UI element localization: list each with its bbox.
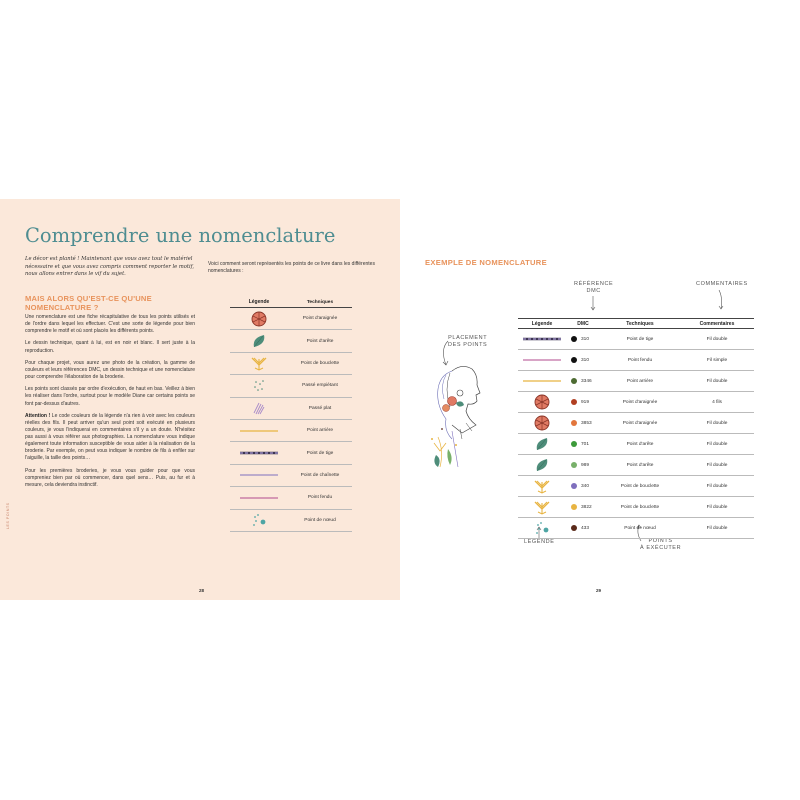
callout-placement: PLACEMENT DES POINTS: [448, 335, 488, 348]
comment-label: Fil double: [706, 336, 728, 342]
legend-technique-label: Point de chaînette: [300, 472, 340, 478]
legend-row: [230, 308, 352, 330]
comment-label: Fil double: [706, 441, 728, 447]
nomenclature-row: [518, 434, 754, 455]
dmc-code: 3346: [581, 378, 592, 384]
paragraph: Une nomenclature est une fiche récapitulative de tous les points utilisés et de l'ordre dans lequel les effectuer. C'est une sorte de légende pour bien comprendre le motif et où sont placés les différents points.: [25, 314, 195, 335]
nomenclature-row: [518, 518, 754, 539]
dmc-cell: [566, 357, 600, 363]
header-legend: Légende: [531, 320, 553, 327]
dmc-code: 310: [581, 336, 590, 342]
fly-stitch-icon: [518, 478, 566, 494]
closing-paragraph: Pour les premières broderies, je vous vous guider pour que vous compreniez bien par où commencer, dans quel sens… Puis, au fur et à mesure, cela deviendra instinctif.: [25, 467, 195, 488]
legend-row: [230, 420, 352, 442]
page-title: Comprendre une nomenclature: [25, 224, 336, 247]
body-text: [25, 314, 195, 494]
nomenclature-row: [518, 350, 754, 371]
thread-color-swatch: [571, 399, 577, 405]
comment-label: Fil simple: [706, 357, 728, 363]
dmc-cell: [566, 462, 600, 468]
dmc-cell: [566, 399, 600, 405]
chain-stitch-icon: [230, 472, 288, 478]
left-page: [0, 199, 400, 600]
callout-legend: LÉGENDE: [524, 539, 555, 545]
legend-row: [230, 510, 352, 532]
attention-text: Le code couleurs de la légende n'a rien à voir avec les couleurs réelles des fils. Il peut arriver qu'un seul point soit exécuté en plusieurs couleurs, je vous l'indiquerai en commentaires s'il y a un doute. N'hésitez pas aussi à vous référer aux photographies. La nomenclature vous indique également toute information susceptible de vous aider à la réalisation de la broderie. Par exemple, on peut vous indiquer le nombre de fils à enfiler sur l'aiguille, la taille des points…: [25, 412, 195, 462]
thread-color-swatch: [571, 525, 577, 531]
legend-technique-label: Passé plat: [308, 405, 332, 411]
arrow-down-icon: [590, 296, 596, 312]
spider-stitch-icon: [518, 415, 566, 431]
spider-stitch-icon: [230, 311, 288, 327]
legend-technique-label: Point de nœud: [304, 517, 336, 523]
legend-row: [230, 353, 352, 375]
legend-technique-label: Passé empiétant: [302, 383, 338, 389]
comment-label: Fil double: [706, 483, 728, 489]
technique-label: Point de nœud: [624, 525, 656, 531]
nomenclature-row: [518, 497, 754, 518]
thread-color-swatch: [571, 441, 577, 447]
split-stitch-icon: [230, 495, 288, 501]
technique-label: Point de bouclette: [620, 483, 660, 489]
dmc-cell: [566, 378, 600, 384]
dmc-cell: [566, 420, 600, 426]
nomenclature-row: [518, 413, 754, 434]
split-stitch-icon: [518, 357, 566, 363]
dmc-code: 3853: [581, 420, 592, 426]
spider-stitch-icon: [518, 394, 566, 410]
legend-table-header: [230, 297, 352, 308]
paragraph: Pour chaque projet, vous aurez une photo de la création, la gamme de couleurs et leurs références DMC, un dessin technique et une nomenclature pour comprendre l'élaboration de la broderie.: [25, 359, 195, 381]
page-number: 29: [596, 588, 602, 593]
legend-row: [230, 330, 352, 352]
nomenclature-table: [518, 318, 754, 539]
legend-technique-label: Point de tige: [306, 450, 334, 456]
attention-label: Attention !: [25, 412, 51, 419]
callout-dmc-reference: RÉFÉRENCE DMC: [574, 281, 614, 294]
nomenclature-row: [518, 371, 754, 392]
header-dmc: DMC: [577, 320, 589, 327]
thread-color-swatch: [571, 504, 577, 510]
right-page: [400, 199, 800, 600]
french-knot-icon: [518, 520, 566, 536]
nomenclature-row: [518, 476, 754, 497]
side-tab: LES POINTS: [6, 502, 10, 529]
example-title: EXEMPLE DE NOMENCLATURE: [425, 258, 547, 267]
dmc-code: 310: [581, 357, 590, 363]
header-legend: Légende: [248, 299, 270, 305]
dmc-code: 433: [581, 525, 590, 531]
comment-label: Fil double: [706, 525, 728, 531]
comment-label: Fil double: [706, 462, 728, 468]
french-knot-icon: [230, 512, 288, 528]
dmc-cell: [566, 525, 600, 531]
dmc-cell: [566, 483, 600, 489]
intro-text: Le décor est planté ! Maintenant que vous avez tout le matériel nécessaire et que vous avez compris comment reporter le motif, nous allons entrer dans le vif du sujet.: [25, 256, 195, 278]
dmc-cell: [566, 441, 600, 447]
legend-row: [230, 375, 352, 397]
fishbone-stitch-icon: [230, 333, 288, 349]
thread-color-swatch: [571, 357, 577, 363]
nomenclature-table-header: [518, 318, 754, 329]
fishbone-stitch-icon: [518, 457, 566, 473]
satin-stitch-icon: [230, 400, 288, 416]
thread-color-swatch: [571, 462, 577, 468]
dmc-cell: [566, 336, 600, 342]
subheading: MAIS ALORS QU'EST-CE QU'UNE NOMENCLATURE ?: [25, 294, 152, 312]
comment-label: Fil double: [706, 420, 728, 426]
seed-stitch-icon: [230, 378, 288, 394]
nomenclature-row: [518, 455, 754, 476]
legend-row: [230, 442, 352, 464]
legend-row: [230, 465, 352, 487]
comment-label: Fil double: [706, 504, 728, 510]
technique-label: Point d'arête: [626, 441, 654, 447]
legend-row: [230, 487, 352, 509]
nomenclature-row: [518, 392, 754, 413]
stem-stitch-icon: [518, 336, 566, 342]
header-techniques: Techniques: [306, 299, 334, 305]
header-techniques: Techniques: [626, 320, 654, 327]
technique-label: Point fendu: [627, 357, 653, 363]
arrow-down-icon: [717, 290, 725, 312]
technique-label: Point arrière: [626, 378, 654, 384]
woman-profile-illustration: [422, 359, 492, 479]
back-stitch-icon: [230, 428, 288, 434]
back-stitch-icon: [518, 378, 566, 384]
legend-technique-label: Point d'araignée: [302, 316, 338, 322]
comment-label: 4 fils: [712, 399, 722, 405]
thread-color-swatch: [571, 483, 577, 489]
legend-row: [230, 398, 352, 420]
callout-comments: COMMENTAIRES: [696, 281, 748, 287]
fly-stitch-icon: [518, 499, 566, 515]
legend-table: [230, 297, 352, 532]
fishbone-stitch-icon: [518, 436, 566, 452]
callout-points: POINTS À EXÉCUTER: [640, 538, 682, 551]
technique-label: Point de tige: [626, 336, 654, 342]
dmc-code: 3822: [581, 504, 592, 510]
legend-intro: Voici comment seront représentés les points de ce livre dans les différentes nomenclatures :: [208, 261, 375, 275]
header-comments: Commentaires: [699, 320, 735, 327]
fly-stitch-icon: [230, 355, 288, 371]
attention-paragraph: [25, 413, 195, 463]
dmc-cell: [566, 504, 600, 510]
paragraph: Le dessin technique, quant à lui, est en noir et blanc. Il sert juste à la reproduction.: [25, 340, 195, 354]
dmc-code: 340: [581, 483, 590, 489]
paragraph: Les points sont classés par ordre d'exécution, de haut en bas. Veillez à bien les réaliser dans l'ordre, surtout pour le modèle Diane car certains points se font par-dessus d'autres.: [25, 386, 195, 407]
legend-technique-label: Point de bouclette: [300, 360, 340, 366]
technique-label: Point de bouclette: [620, 504, 660, 510]
page-number: 28: [198, 588, 204, 593]
dmc-code: 919: [581, 399, 590, 405]
dmc-code: 989: [581, 462, 590, 468]
technique-label: Point d'araignée: [622, 399, 658, 405]
technique-label: Point d'araignée: [622, 420, 658, 426]
legend-technique-label: Point arrière: [306, 428, 334, 434]
thread-color-swatch: [571, 336, 577, 342]
stem-stitch-icon: [230, 450, 288, 456]
legend-technique-label: Point d'arête: [306, 338, 334, 344]
legend-technique-label: Point fendu: [307, 495, 333, 501]
dmc-code: 701: [581, 441, 590, 447]
thread-color-swatch: [571, 378, 577, 384]
nomenclature-row: [518, 329, 754, 350]
technique-label: Point d'arête: [626, 462, 654, 468]
comment-label: Fil double: [706, 378, 728, 384]
thread-color-swatch: [571, 420, 577, 426]
